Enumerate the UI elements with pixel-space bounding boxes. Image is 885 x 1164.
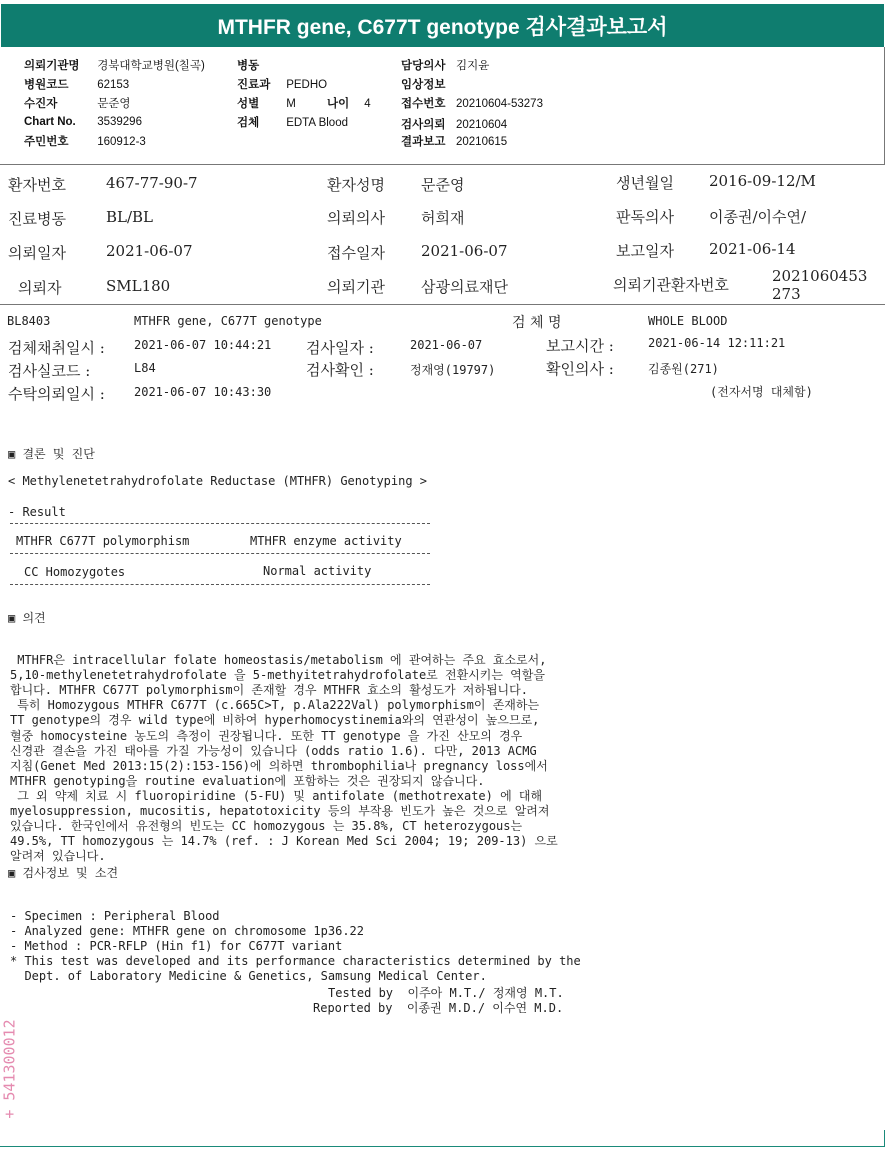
header-row: 성별 M — [237, 98, 296, 110]
header-row: 병동 — [237, 60, 260, 72]
text-line: 알려져 있습니다. — [10, 849, 106, 864]
text-line: 신경관 결손을 가진 태아를 가질 가능성이 있습니다 (odds ratio 1.6). 다만, 2013 ACMG — [10, 743, 537, 758]
field-label: 의뢰자 — [18, 279, 62, 297]
field-value: 문준영 — [421, 176, 465, 194]
field-value: 삼광의료재단 — [421, 278, 508, 296]
confirm-value: 정재영(19797) — [410, 363, 496, 377]
table-rule — [10, 553, 430, 554]
text-line: - Specimen : Peripheral Blood — [10, 909, 220, 924]
text-line: 그 외 약제 치료 시 fluoropiridine (5-FU) 및 antifolate (methotrexate) 에 대해 — [10, 788, 543, 803]
report-title: MTHFR gene, C677T genotype 검사결과보고서 — [1, 4, 884, 47]
testdate-value: 2021-06-07 — [410, 338, 483, 352]
field-value: 2021-06-07 — [106, 242, 193, 260]
result-cell: CC Homozygotes — [24, 565, 126, 579]
field-label: 접수일자 — [327, 244, 385, 262]
header-row: 병원코드 62153 — [24, 79, 130, 91]
field-label: 의뢰기관 — [327, 278, 385, 296]
header-row: 의뢰기관명 경북대학교병원(칠곡) — [24, 60, 205, 72]
test-code: BL8403 — [7, 314, 51, 328]
text-line: 혈중 homocysteine 농도의 측정이 권장됩니다. 또한 TT genotype 을 가진 산모의 경우 — [10, 728, 523, 743]
text-line: MTHFR genotyping을 routine evaluation에 포함하는 것은 권장되지 않습니다. — [10, 773, 485, 788]
doctor-label: 확인의사 : — [546, 360, 614, 378]
header-row: 주민번호 160912-3 — [24, 136, 146, 148]
header-row: 접수번호 20210604-53273 — [401, 98, 543, 110]
test-name: MTHFR gene, C677T genotype — [134, 314, 322, 328]
text-line: 지침(Genet Med 2013:15(2):153-156)에 의하면 thrombophilia나 pregnancy loss에서 — [10, 758, 548, 773]
room-value: L84 — [134, 361, 156, 375]
field-value: 467-77-90-7 — [106, 174, 198, 192]
collect-value: 2021-06-07 10:44:21 — [134, 338, 272, 352]
text-line: 있습니다. 한국인에서 유전형의 빈도는 CC homozygous 는 35.8%, CT heterozygous는 — [10, 819, 523, 834]
header-row: 진료과 PEDHO — [237, 79, 328, 91]
text-line: - Method : PCR-RFLP (Hin f1) for C677T variant — [10, 939, 343, 954]
text-line: - Analyzed gene: MTHFR gene on chromosome 1p36.22 — [10, 924, 365, 939]
result-col-header: MTHFR enzyme activity — [250, 534, 402, 548]
text-line: 5,10-methylenetetrahydrofolate 을 5-methyitetrahydrofolate로 전환시키는 역할을 — [10, 668, 545, 683]
opinion-text — [10, 638, 650, 895]
esign-note: (전자서명 대체함) — [710, 385, 813, 399]
field-label: 의뢰일자 — [8, 244, 66, 262]
section-title: ▣ 검사정보 및 소견 — [8, 866, 119, 880]
section-title: ▣ 의견 — [8, 611, 46, 625]
request-value: 2021-06-07 10:43:30 — [134, 385, 272, 399]
section-title: ▣ 결론 및 진단 — [8, 447, 95, 461]
header-row: 검사의뢰 20210604 — [401, 119, 508, 131]
header-row: 검체 EDTA Blood — [237, 117, 348, 129]
field-value: 2016-09-12/M — [709, 172, 816, 190]
text-line: MTHFR은 intracellular folate homeostasis/metabolism 에 관여하는 주요 효소로서, — [10, 653, 547, 668]
field-value: 이종권/이수연/ — [709, 208, 807, 226]
field-label: 의뢰의사 — [327, 209, 385, 227]
result-col-header: MTHFR C677T polymorphism — [16, 534, 190, 548]
text-line: 특히 Homozygous MTHFR C677T (c.665C>T, p.Ala222Val) polymorphism이 존재하는 — [10, 698, 540, 713]
divider — [0, 304, 885, 305]
header-row: 나이 4 — [327, 98, 371, 110]
field-value: SML180 — [106, 277, 171, 295]
header-row: Chart No. 3539296 — [24, 116, 142, 128]
footer-rule — [0, 1146, 885, 1147]
reporttime-value: 2021-06-14 12:11:21 — [648, 336, 786, 350]
field-value: 허희재 — [421, 209, 465, 227]
header-row: 임상정보 — [401, 79, 446, 91]
testdate-label: 검사일자 : — [306, 339, 374, 357]
header-row: 결과보고 20210615 — [401, 136, 508, 148]
request-label: 수탁의뢰일시 : — [8, 385, 105, 403]
field-label: 생년월일 — [616, 174, 674, 192]
table-rule — [10, 523, 430, 524]
reporttime-label: 보고시간 : — [546, 337, 614, 355]
text-line: TT genotype의 경우 wild type에 비하여 hyperhomocystinemia와의 연관성이 높으므로, — [10, 713, 540, 728]
tested-by: Tested by 이주아 M.T./ 정재영 M.T. — [328, 986, 564, 1000]
confirm-label: 검사확인 : — [306, 361, 374, 379]
field-label: 환자번호 — [8, 176, 66, 194]
field-value: 2021-06-07 — [421, 242, 508, 260]
field-value: BL/BL — [106, 208, 154, 226]
result-label: - Result — [8, 505, 66, 519]
header-row: 수진자 문준영 — [24, 98, 131, 110]
method-title: < Methylenetetrahydrofolate Reductase (MTHFR) Genotyping > — [8, 474, 428, 488]
field-value: 2021-06-14 — [709, 240, 796, 258]
field-label: 판독의사 — [616, 208, 674, 226]
document-stamp: + 541300012 — [0, 1019, 19, 1119]
result-cell: Normal activity — [263, 564, 372, 578]
field-label: 보고일자 — [616, 242, 674, 260]
doctor-value: 김종원(271) — [648, 362, 719, 376]
table-rule — [10, 584, 430, 585]
divider — [0, 164, 885, 165]
specimen-value: WHOLE BLOOD — [648, 314, 728, 328]
reported-by: Reported by 이종권 M.D./ 이수연 M.D. — [313, 1001, 564, 1015]
header-row: 담당의사 김지윤 — [401, 60, 490, 72]
text-line: Dept. of Laboratory Medicine & Genetics, Samsung Medical Center. — [10, 969, 487, 984]
text-line: myelosuppression, mucositis, hepatotoxicity 등의 부작용 빈도가 높은 것으로 알려져 — [10, 804, 550, 819]
text-line: 49.5%, TT homozygous 는 14.7% (ref. : J Korean Med Sci 2004; 19; 209-13) 으로 — [10, 834, 558, 849]
field-value: 2021060453273 — [772, 267, 868, 303]
collect-label: 검체채취일시 : — [8, 339, 105, 357]
room-label: 검사실코드 : — [8, 362, 91, 380]
field-label: 환자성명 — [327, 176, 385, 194]
specimen-label: 검 체 명 — [512, 315, 562, 331]
text-line: 합니다. MTHFR C677T polymorphism이 존재할 경우 MTHFR 효소의 활성도가 저하됩니다. — [10, 683, 528, 698]
field-label: 의뢰기관환자번호 — [613, 276, 729, 294]
field-label: 진료병동 — [8, 210, 66, 228]
text-line: * This test was developed and its performance characteristics determined by the — [10, 954, 581, 969]
